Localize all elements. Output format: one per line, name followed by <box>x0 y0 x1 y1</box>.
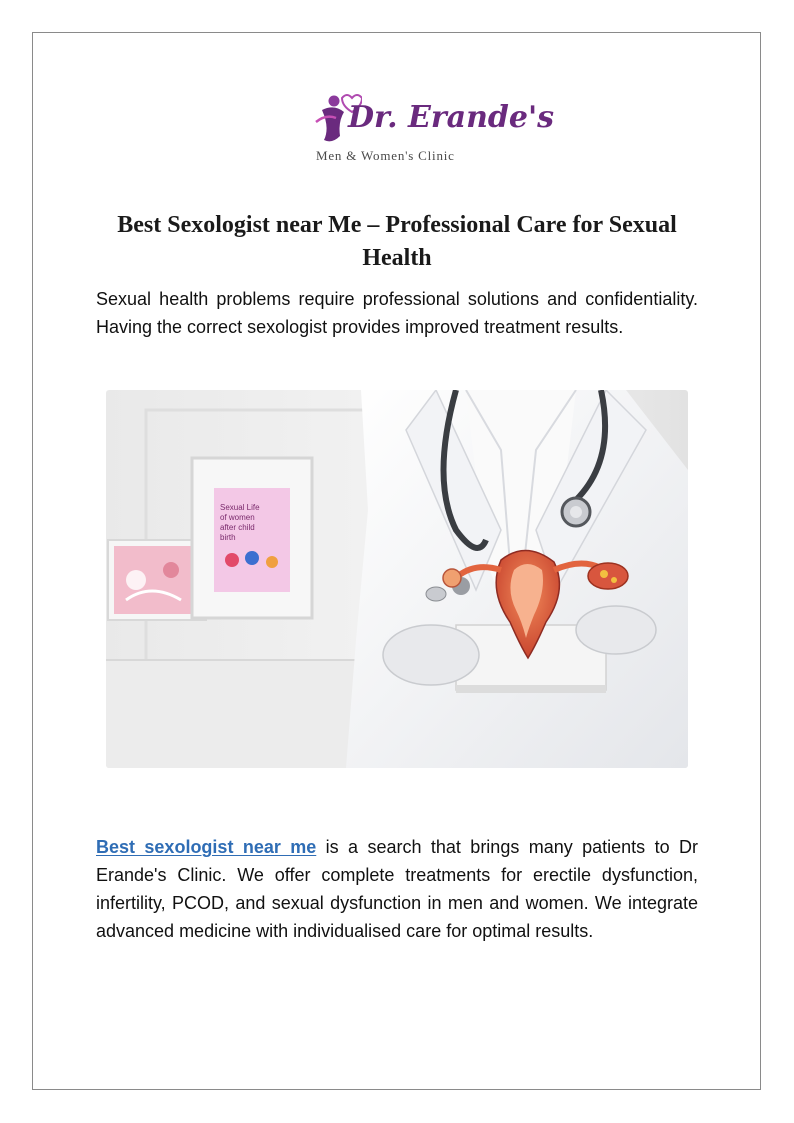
poster-line-1: Sexual Life <box>220 503 260 512</box>
poster-line-2: of women <box>220 513 255 522</box>
logo-name: Dr. Erande's <box>348 100 555 135</box>
poster-line-4: birth <box>220 533 236 542</box>
page-title: Best Sexologist near Me – Professional Care for Sexual Health <box>117 212 677 271</box>
body-text: is a search that brings many patients to Dr Erande's Clinic. We offer complete treatments for erectile dysfunction, infertility, PCOD, and sexual dysfunction in men and women. We integrate advanced medicine with individualised care for optimal results. <box>96 837 698 941</box>
sexologist-link[interactable]: Best sexologist near me <box>96 837 317 857</box>
body-paragraph <box>96 833 698 945</box>
poster-line-3: after child <box>220 523 255 532</box>
clinic-logo[interactable] <box>312 92 555 172</box>
doctor-uterus-model-image <box>106 390 688 768</box>
logo-tagline: Men & Women's Clinic <box>316 148 455 163</box>
intro-paragraph: Sexual health problems require professional solutions and confidentiality. Having the correct sexologist provides improved treatment results. <box>96 289 698 337</box>
